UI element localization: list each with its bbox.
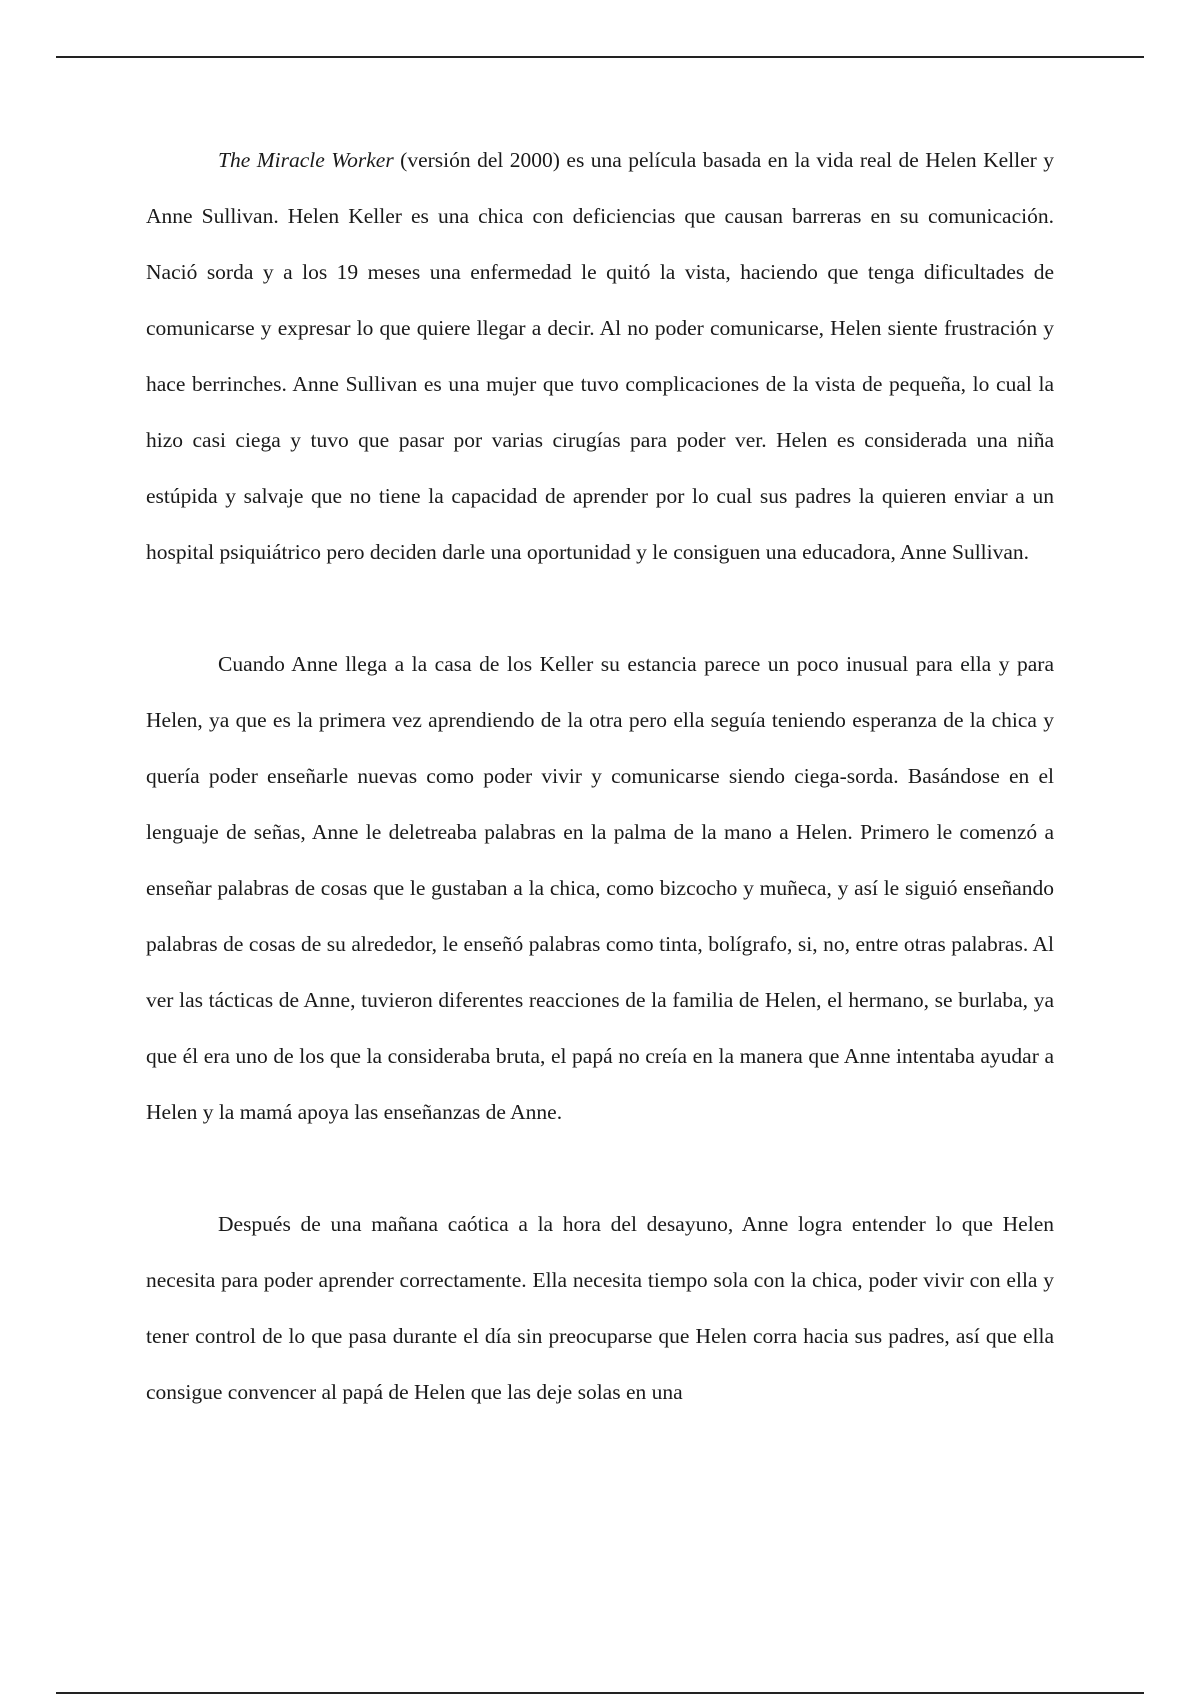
paragraph-2: Cuando Anne llega a la casa de los Keller su estancia parece un poco inusual para ella y para Helen, ya que es la primera vez aprendiendo de la otra pero ella seguía teniendo esperanza de la chica y quería poder enseñarle nuevas como poder vivir y comunicarse siendo ciega-sorda. Basándose en el lenguaje de señas, Anne le deletreaba palabras en la palma de la mano a Helen. Primero le comenzó a enseñar palabras de cosas que le gustaban a la chica, como bizcocho y muñeca, y así le siguió enseñando palabras de cosas de su alrededor, le enseñó palabras como tinta, bolígrafo, si, no, entre otras palabras. Al ver las tácticas de Anne, tuvieron diferentes reacciones de la familia de Helen, el hermano, se burlaba, ya que él era uno de los que la consideraba bruta, el papá no creía en la manera que Anne intentaba ayudar a Helen y la mamá apoya las enseñanzas de Anne. — [146, 652, 1054, 1124]
film-title: The Miracle Worker — [218, 148, 394, 172]
document-body — [146, 132, 1054, 1420]
paragraph-1 — [146, 132, 1054, 580]
paragraph-1-text: (versión del 2000) es una película basada en la vida real de Helen Keller y Anne Sullivan. Helen Keller es una chica con deficiencias que causan barreras en su comunicación. Nació sorda y a los 19 meses una enfermedad le quitó la vista, haciendo que tenga dificultades de comunicarse y expresar lo que quiere llegar a decir. Al no poder comunicarse, Helen siente frustración y hace berrinches. Anne Sullivan es una mujer que tuvo complicaciones de la vista de pequeña, lo cual la hizo casi ciega y tuvo que pasar por varias cirugías para poder ver. Helen es considerada una niña estúpida y salvaje que no tiene la capacidad de aprender por lo cual sus padres la quieren enviar a un hospital psiquiátrico pero deciden darle una oportunidad y le consiguen una educadora, Anne Sullivan. — [146, 148, 1054, 564]
bottom-rule — [56, 1692, 1144, 1694]
top-rule — [56, 56, 1144, 58]
paragraph-3: Después de una mañana caótica a la hora del desayuno, Anne logra entender lo que Helen necesita para poder aprender correctamente. Ella necesita tiempo sola con la chica, poder vivir con ella y tener control de lo que pasa durante el día sin preocuparse que Helen corra hacia sus padres, así que ella consigue convencer al papá de Helen que las deje solas en una — [146, 1212, 1054, 1404]
